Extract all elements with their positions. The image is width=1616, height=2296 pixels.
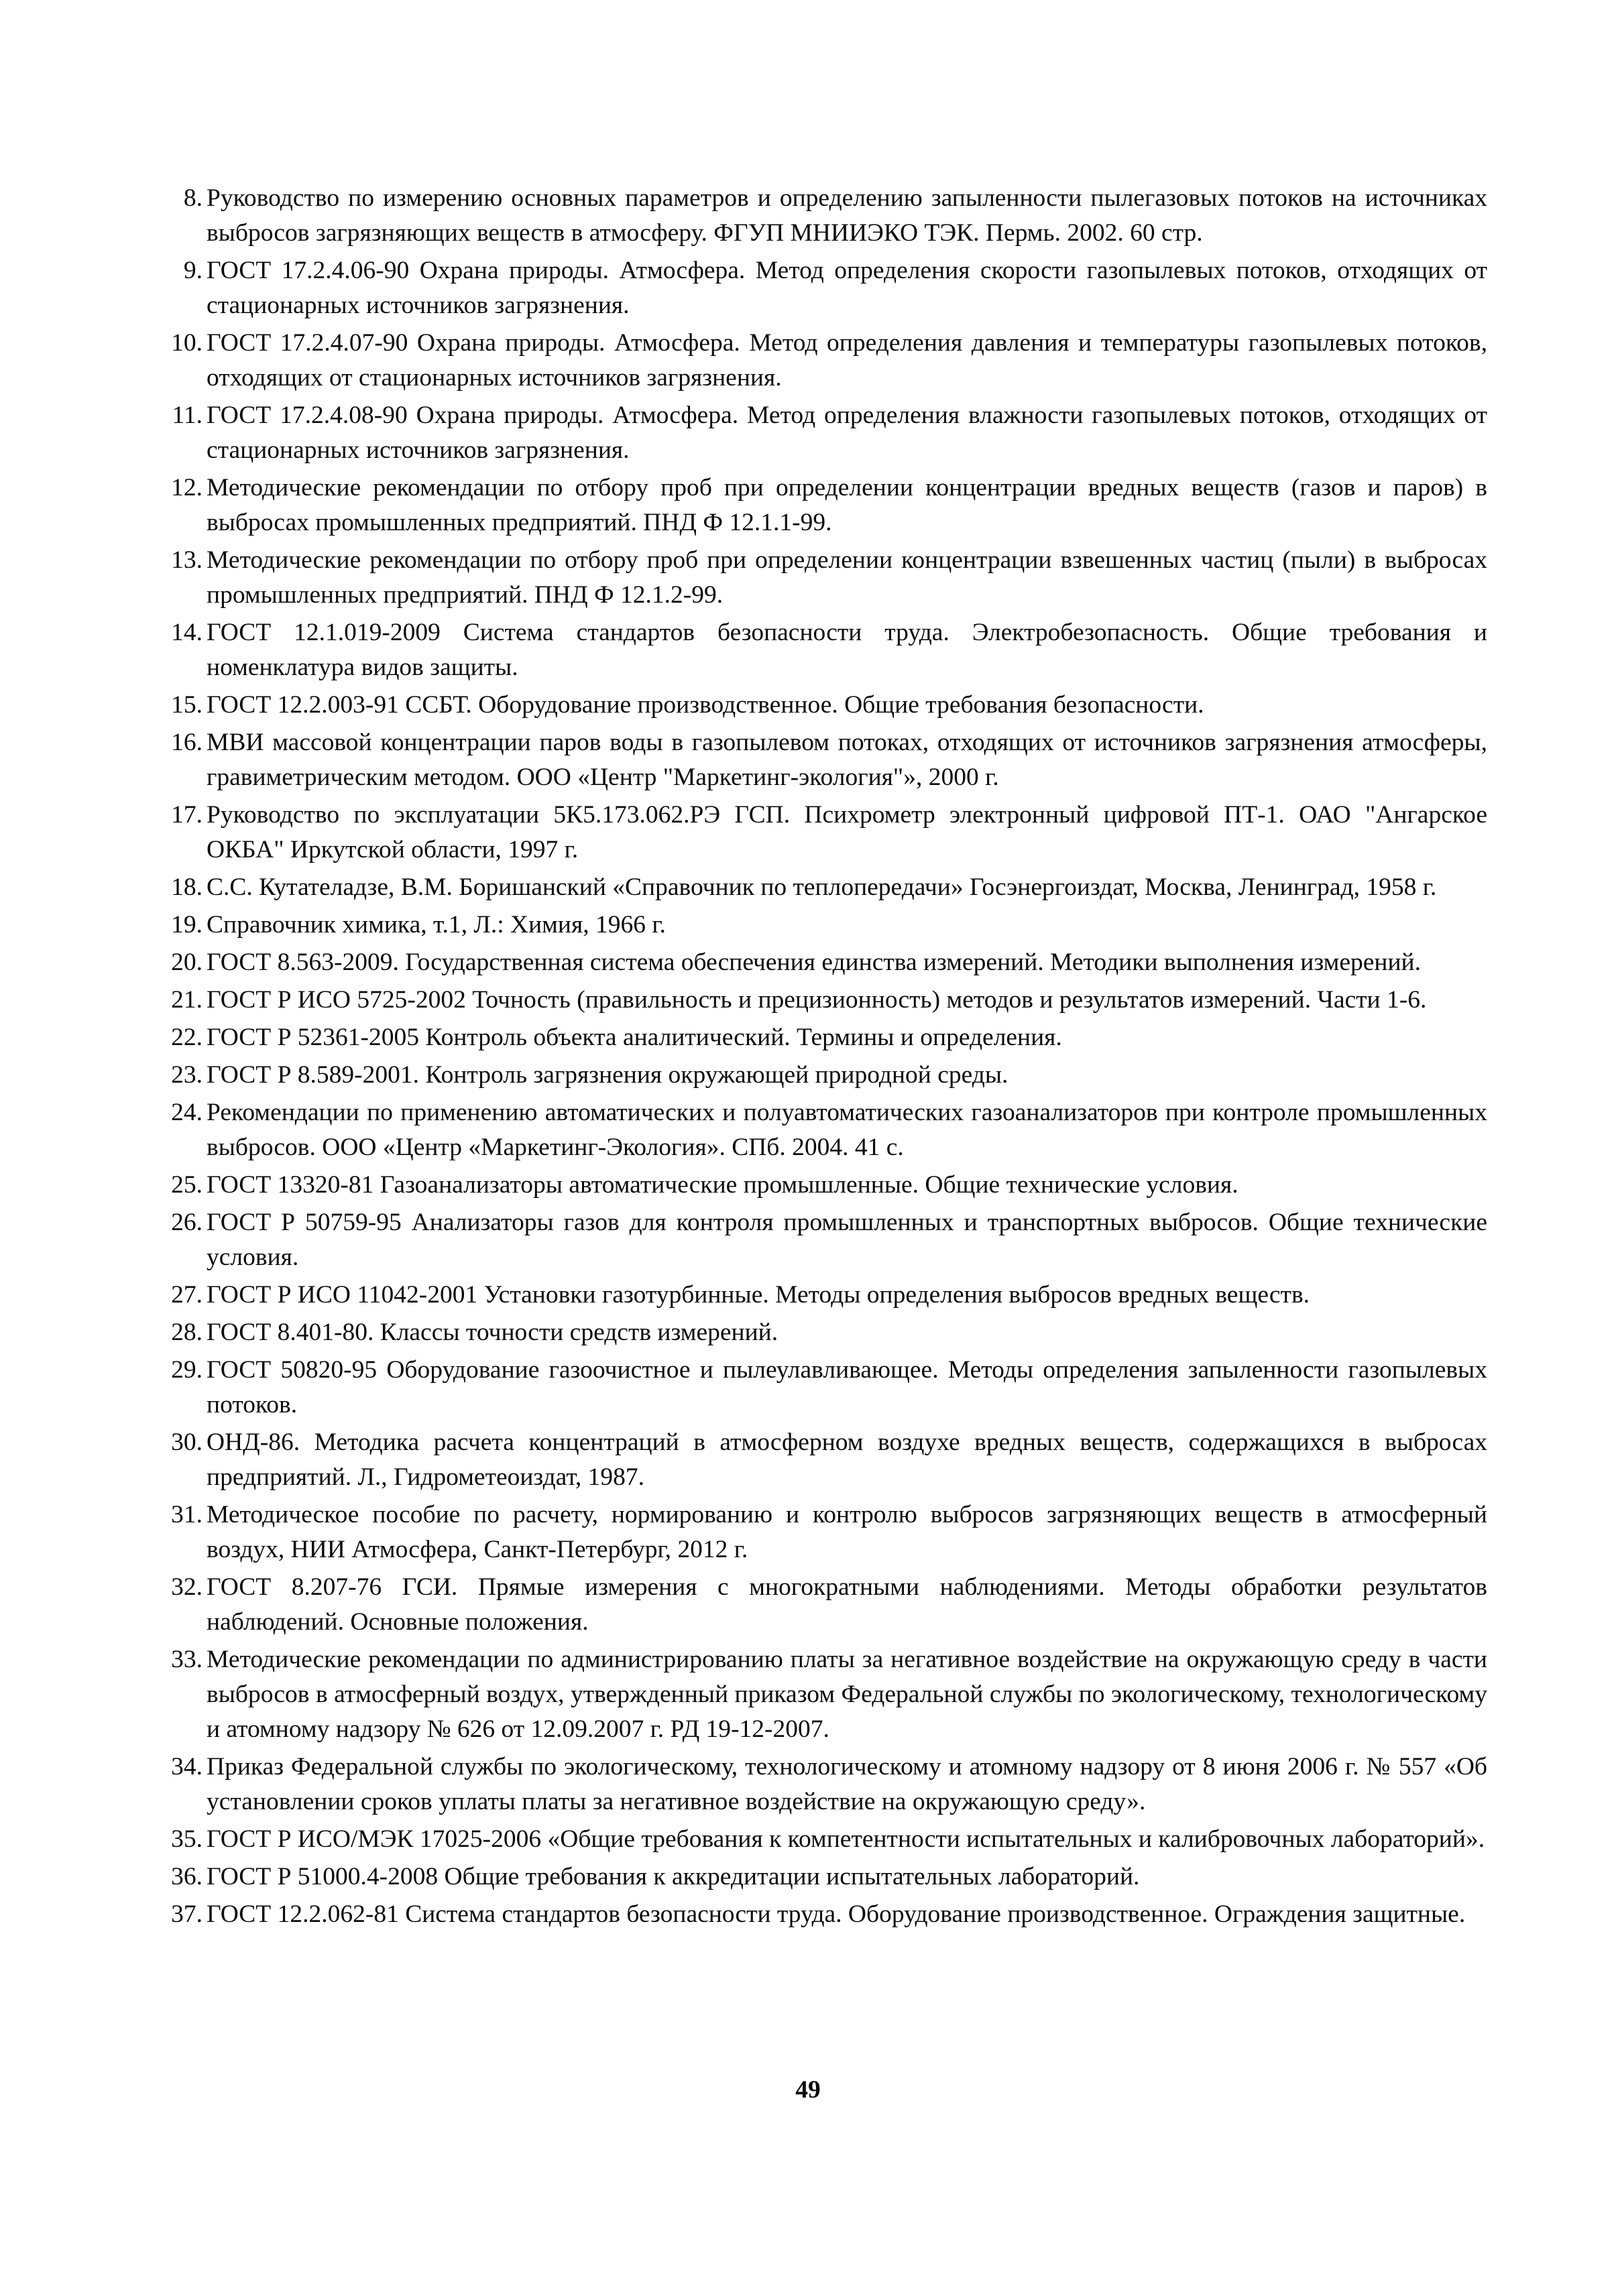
reference-text: ГОСТ Р 50759-95 Анализаторы газов для контроля промышленных и транспортных выбросов. Общие технические условия. [207,1209,1487,1271]
reference-item [160,1570,1487,1640]
reference-number: 9. [183,257,203,284]
reference-item [160,1058,1487,1093]
reference-text: Методические рекомендации по отбору проб при определении концентрации вредных веществ (газов и паров) в выбросах промышленных предприятий. ПНД Ф 12.1.1-99. [207,474,1487,536]
reference-item [160,1822,1487,1857]
reference-text: Руководство по измерению основных параметров и определению запыленности пылегазовых потоков на источниках выбросов загрязняющих веществ в атмосферу. ФГУП МНИИЭКО ТЭК. Пермь. 2002. 60 стр. [207,184,1487,247]
reference-text: Методические рекомендации по администрированию платы за негативное воздействие на окружающую среду в части выбросов в атмосферный воздух, утвержденный приказом Федеральной службы по экологическому, технологическому и атомному надзору № 626 от 12.09.2007 г. РД 19-12-2007. [207,1646,1487,1743]
reference-item [160,1168,1487,1203]
reference-text: ГОСТ Р 8.589-2001. Контроль загрязнения окружающей природной среды. [207,1061,1008,1089]
reference-item [160,945,1487,980]
reference-number: 34. [171,1753,203,1780]
reference-item [160,398,1487,468]
reference-item [160,908,1487,943]
reference-text: ГОСТ Р ИСО 11042-2001 Установки газотурбинные. Методы определения выбросов вредных веществ. [207,1281,1310,1309]
reference-item [160,181,1487,251]
reference-text: ГОСТ Р ИСО/МЭК 17025-2006 «Общие требования к компетентности испытательных и калибровочных лабораторий». [207,1825,1485,1853]
reference-number: 27. [171,1281,203,1309]
reference-item [160,1498,1487,1567]
reference-text: ГОСТ 17.2.4.08-90 Охрана природы. Атмосфера. Метод определения влажности газопылевых потоков, отходящих от стационарных источников загрязнения. [207,402,1487,464]
reference-item [160,1425,1487,1495]
reference-text: ГОСТ 50820-95 Оборудование газоочистное и пылеулавливающее. Методы определения запыленности газопылевых потоков. [207,1356,1487,1418]
reference-text: Методическое пособие по расчету, нормированию и контролю выбросов загрязняющих веществ в атмосферный воздух, НИИ Атмосфера, Санкт-Петербург, 2012 г. [207,1501,1487,1563]
reference-text: ОНД-86. Методика расчета концентраций в атмосферном воздухе вредных веществ, содержащихся в выбросах предприятий. Л., Гидрометеоиздат, 1987. [207,1429,1487,1491]
reference-text: ГОСТ Р 51000.4-2008 Общие требования к аккредитации испытательных лабораторий. [207,1863,1140,1890]
reference-number: 17. [171,801,203,829]
reference-item [160,1860,1487,1894]
reference-text: ГОСТ 8.401-80. Классы точности средств измерений. [207,1319,778,1346]
reference-number: 37. [171,1900,203,1928]
reference-text: Приказ Федеральной службы по экологическому, технологическому и атомному надзору от 8 июня 2006 г. № 557 «Об установлении сроков уплаты платы за негативное воздействие на окружающую среду». [207,1753,1487,1815]
reference-number: 21. [171,986,203,1014]
reference-item [160,1642,1487,1747]
reference-text: ГОСТ 17.2.4.07-90 Охрана природы. Атмосфера. Метод определения давления и температуры газопылевых потоков, отходящих от стационарных источников загрязнения. [207,329,1487,391]
reference-number: 11. [172,402,203,429]
reference-text: ГОСТ 8.207-76 ГСИ. Прямые измерения с многократными наблюдениями. Методы обработки результатов наблюдений. Основные положения. [207,1573,1487,1636]
reference-number: 16. [171,729,203,756]
reference-item [160,983,1487,1018]
reference-number: 24. [171,1099,203,1126]
reference-number: 8. [183,184,203,212]
reference-number: 19. [171,911,203,939]
reference-text: Рекомендации по применению автоматических и полуавтоматических газоанализаторов при контроле промышленных выбросов. ООО «Центр «Маркетинг-Экология». СПб. 2004. 41 с. [207,1099,1487,1161]
reference-item [160,725,1487,795]
reference-text: ГОСТ 13320-81 Газоанализаторы автоматические промышленные. Общие технические условия. [207,1171,1238,1199]
reference-item [160,1315,1487,1350]
page-number: 49 [795,2076,821,2104]
reference-text: ГОСТ 12.1.019-2009 Система стандартов безопасности труда. Электробезопасность. Общие требования и номенклатура видов защиты. [207,619,1487,681]
reference-text: С.С. Кутателадзе, В.М. Боришанский «Справочник по теплопередачи» Госэнергоиздат, Москва, Ленинград, 1958 г. [207,873,1437,901]
reference-text: ГОСТ 12.2.062-81 Система стандартов безопасности труда. Оборудование производственное. Ограждения защитные. [207,1900,1466,1928]
reference-number: 18. [171,873,203,901]
reference-text: Справочник химика, т.1, Л.: Химия, 1966 г. [207,911,666,939]
reference-text: Руководство по эксплуатации 5К5.173.062.РЭ ГСП. Психрометр электронный цифровой ПТ-1. ОАО "Ангарское ОКБА" Иркутской области, 1997 г. [207,801,1487,863]
reference-number: 23. [171,1061,203,1089]
reference-item [160,543,1487,613]
reference-text: ГОСТ Р ИСО 5725-2002 Точность (правильность и прецизионность) методов и результатов измерений. Части 1-6. [207,986,1427,1014]
reference-text: ГОСТ 17.2.4.06-90 Охрана природы. Атмосфера. Метод определения скорости газопылевых потоков, отходящих от стационарных источников загрязнения. [207,257,1487,319]
reference-number: 25. [171,1171,203,1199]
reference-number: 22. [171,1024,203,1051]
reference-number: 33. [171,1646,203,1673]
reference-item [160,688,1487,723]
reference-number: 26. [171,1209,203,1236]
reference-item [160,1353,1487,1423]
reference-number: 29. [171,1356,203,1384]
reference-item [160,1020,1487,1055]
reference-number: 10. [171,329,203,357]
reference-item [160,798,1487,867]
reference-item [160,1205,1487,1275]
reference-item [160,1278,1487,1313]
reference-item [160,1897,1487,1932]
reference-text: ГОСТ Р 52361-2005 Контроль объекта аналитический. Термины и определения. [207,1024,1062,1051]
reference-list [160,181,1487,1935]
reference-number: 31. [171,1501,203,1528]
reference-item [160,615,1487,685]
reference-number: 13. [171,546,203,574]
reference-item [160,1095,1487,1165]
reference-number: 20. [171,949,203,976]
reference-item [160,870,1487,905]
reference-text: ГОСТ 8.563-2009. Государственная система обеспечения единства измерений. Методики выполнения измерений. [207,949,1422,976]
reference-number: 30. [171,1429,203,1456]
reference-number: 28. [171,1319,203,1346]
reference-number: 36. [171,1863,203,1890]
reference-number: 32. [171,1573,203,1601]
reference-item [160,471,1487,540]
reference-item [160,326,1487,396]
reference-text: ГОСТ 12.2.003-91 ССБТ. Оборудование производственное. Общие требования безопасности. [207,691,1204,719]
reference-item [160,253,1487,323]
reference-text: МВИ массовой концентрации паров воды в газопылевом потоках, отходящих от источников загрязнения атмосферы, гравиметрическим методом. ООО «Центр "Маркетинг-экология"», 2000 г. [207,729,1487,791]
reference-number: 15. [171,691,203,719]
reference-text: Методические рекомендации по отбору проб при определении концентрации взвешенных частиц (пыли) в выбросах промышленных предприятий. ПНД Ф 12.1.2-99. [207,546,1487,609]
reference-number: 14. [171,619,203,646]
reference-number: 12. [171,474,203,501]
reference-item [160,1750,1487,1819]
reference-number: 35. [171,1825,203,1853]
